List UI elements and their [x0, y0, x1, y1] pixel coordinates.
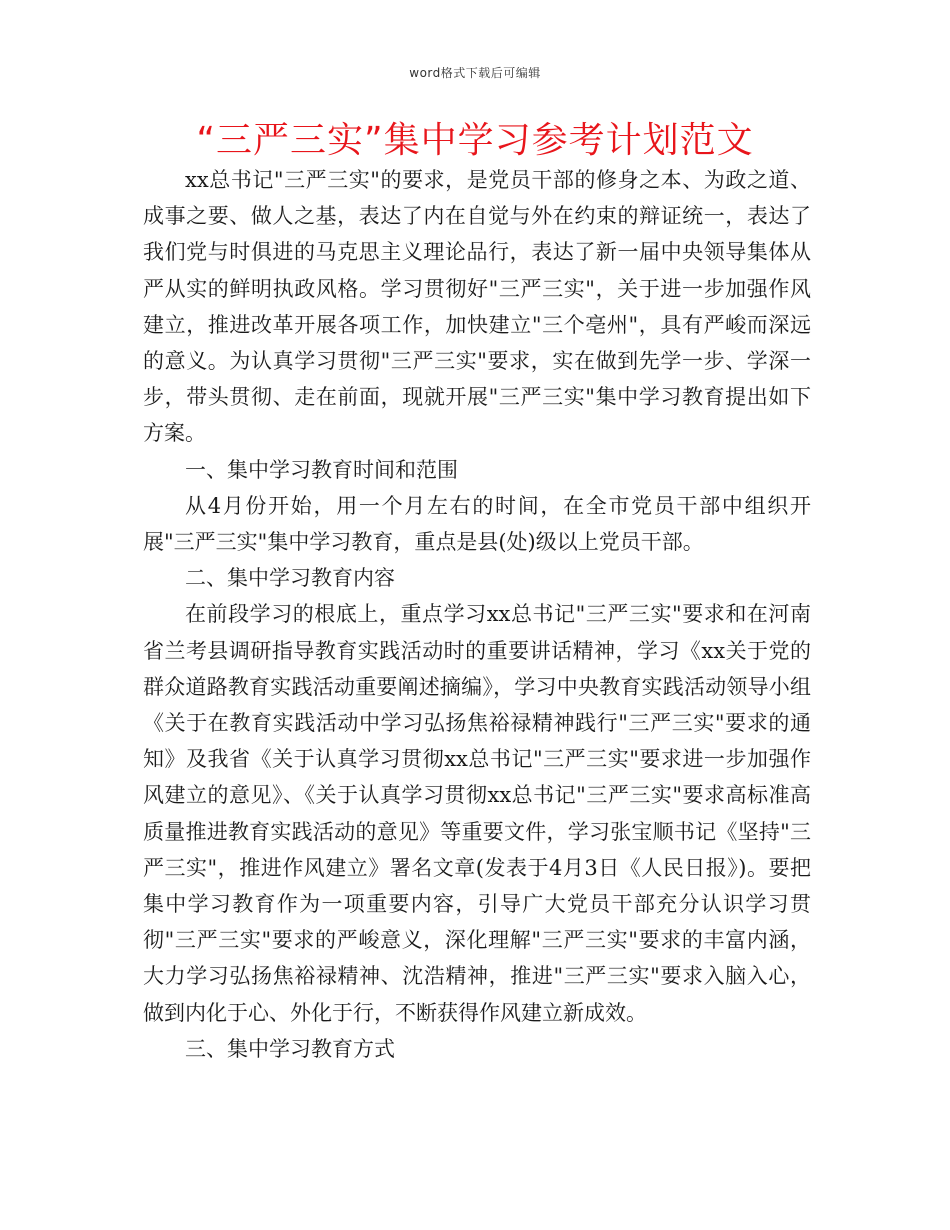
- section-heading-2: 二、集中学习教育内容: [185, 566, 395, 591]
- paragraph-content: 在前段学习的根底上，重点学习xx总书记"三严三实"要求和在河南省兰考县调研指导教育实践活动时的重要讲话精神，学习《xx关于党的群众道路教育实践活动重要阐述摘编》，学习中央教育实践活动领导小组《关于在教育实践活动中学习弘扬焦裕禄精神践行"三严三实"要求的通知》及我省《关于认真学习贯彻xx总书记"三严三实"要求进一步加强作风建立的意见》、《关于认真学习贯彻xx总书记"三严三实"要求高标准高质量推进教育实践活动的意见》等重要文件，学习张宝顺书记《坚持"三严三实"，推进作风建立》署名文章(发表于4月3日《人民日报》)。要把集中学习教育作为一项重要内容，引导广大党员干部充分认识学习贯彻"三严三实"要求的严峻意义，深化理解"三严三实"要求的丰富内涵，大力学习弘扬焦裕禄精神、沈浩精神，推进"三严三实"要求入脑入心，做到内化于心、外化于行，不断获得作风建立新成效。: [143, 602, 811, 1025]
- header-note: word格式下载后可编辑: [409, 66, 541, 80]
- paragraph-intro: xx总书记"三严三实"的要求，是党员干部的修身之本、为政之道、成事之要、做人之基，表达了内在自觉与外在约束的辩证统一，表达了我们党与时俱进的马克思主义理论品行，表达了新一届中央领导集体从严从实的鲜明执政风格。学习贯彻好"三严三实"，关于进一步加强作风建立，推进改革开展各项工作，加快建立"三个亳州"，具有严峻而深远的意义。为认真学习贯彻"三严三实"要求，实在做到先学一步、学深一步，带头贯彻、走在前面，现就开展"三严三实"集中学习教育提出如下方案。: [143, 168, 811, 446]
- section-heading-3: 三、集中学习教育方式: [185, 1036, 395, 1061]
- paragraph-time-scope: 从4月份开始，用一个月左右的时间，在全市党员干部中组织开展"三严三实"集中学习教育，重点是县(处)级以上党员干部。: [143, 493, 811, 555]
- section-heading-1: 一、集中学习教育时间和范围: [185, 457, 458, 482]
- document-title: “三严三实”集中学习参考计划范文: [196, 120, 754, 161]
- document-body: [143, 162, 811, 1067]
